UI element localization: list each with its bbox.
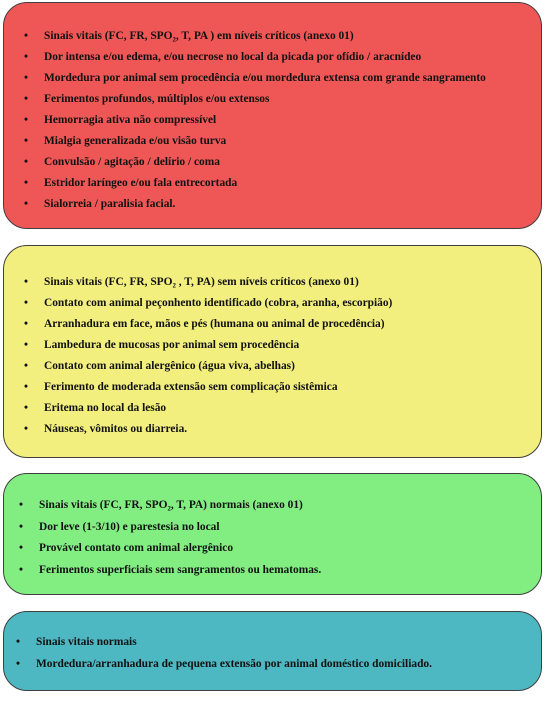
yellow-priority-list	[24, 272, 541, 440]
item-text: Sinais vitais (FC, FR, SPO₂, T, PA ) em níveis críticos (anexo 01)	[44, 30, 354, 42]
item-text: Sinais vitais (FC, FR, SPO₂ , T, PA) sem níveis críticos (anexo 01)	[44, 276, 359, 288]
item-text: Sinais vitais (FC, FR, SPO₂, T, PA) normais (anexo 01)	[39, 499, 303, 511]
bullet-icon: •	[24, 276, 28, 288]
item-text: Mordedura por animal sem procedência e/ou mordedura extensa com grande sangramento	[44, 72, 486, 84]
bullet-icon: •	[24, 135, 28, 147]
item-text: Dor intensa e/ou edema, e/ou necrose no local da picada por ofídio / aracnídeo	[44, 51, 422, 63]
list-item	[24, 131, 541, 152]
list-item	[24, 89, 541, 110]
bullet-icon: •	[19, 499, 23, 511]
item-text: Contato com animal alergênico (água viva, abelhas)	[44, 360, 295, 372]
list-item	[19, 495, 541, 517]
blue-priority-box	[3, 611, 542, 691]
item-text: Ferimentos superficiais sem sangramentos ou hematomas.	[39, 563, 322, 576]
list-item	[24, 47, 541, 68]
list-item	[24, 398, 541, 419]
green-priority-list	[19, 495, 541, 581]
green-priority-box	[3, 473, 542, 595]
item-text: Arranhadura em face, mãos e pés (humana ou animal de procedência)	[44, 318, 385, 330]
bullet-icon: •	[24, 318, 28, 330]
item-text: Sinais vitais normais	[36, 636, 137, 648]
item-text: Dor leve (1-3/10) e parestesia no local	[39, 520, 220, 533]
bullet-icon: •	[24, 30, 28, 42]
bullet-icon: •	[24, 51, 28, 63]
bullet-icon: •	[24, 381, 28, 393]
bullet-icon: •	[16, 636, 20, 648]
bullet-icon: •	[19, 542, 23, 554]
bullet-icon: •	[16, 657, 20, 670]
bullet-icon: •	[24, 114, 28, 126]
list-item	[24, 293, 541, 314]
list-item	[19, 517, 541, 539]
bullet-icon: •	[24, 198, 28, 210]
bullet-icon: •	[24, 360, 28, 372]
list-item	[19, 538, 541, 560]
bullet-icon: •	[24, 156, 28, 168]
bullet-icon: •	[19, 520, 23, 533]
list-item	[24, 335, 541, 356]
item-text: Sialorreia / paralisia facial.	[44, 198, 176, 210]
bullet-icon: •	[19, 563, 23, 576]
bullet-icon: •	[24, 177, 28, 189]
list-item	[24, 419, 541, 440]
item-text: Contato com animal peçonhento identificado (cobra, aranha, escorpião)	[44, 297, 393, 309]
list-item	[24, 314, 541, 335]
blue-priority-list	[16, 632, 541, 675]
list-item	[24, 110, 541, 131]
red-priority-box	[3, 2, 542, 229]
item-text: Mordedura/arranhadura de pequena extensão por animal doméstico domiciliado.	[36, 657, 432, 670]
bullet-icon: •	[24, 93, 28, 105]
list-item	[24, 68, 541, 89]
bullet-icon: •	[24, 402, 28, 414]
list-item	[24, 26, 541, 47]
item-text: Estridor laríngeo e/ou fala entrecortada	[44, 177, 238, 189]
item-text: Provável contato com animal alergênico	[39, 542, 234, 554]
item-text: Eritema no local da lesão	[44, 402, 167, 414]
list-item	[24, 194, 541, 215]
item-text: Hemorragia ativa não compressível	[44, 114, 217, 126]
bullet-icon: •	[24, 297, 28, 309]
list-item	[16, 654, 541, 676]
bullet-icon: •	[24, 72, 28, 84]
list-item	[24, 272, 541, 293]
list-item	[16, 632, 541, 654]
yellow-priority-box	[3, 245, 542, 458]
list-item	[24, 173, 541, 194]
item-text: Lambedura de mucosas por animal sem procedência	[44, 339, 300, 351]
red-priority-list	[24, 26, 541, 215]
item-text: Convulsão / agitação / delírio / coma	[44, 156, 220, 168]
list-item	[24, 152, 541, 173]
list-item	[24, 377, 541, 398]
bullet-icon: •	[24, 423, 28, 435]
item-text: Náuseas, vômitos ou diarreia.	[44, 423, 188, 435]
bullet-icon: •	[24, 339, 28, 351]
list-item	[24, 356, 541, 377]
list-item	[19, 560, 541, 582]
item-text: Ferimentos profundos, múltiplos e/ou extensos	[44, 93, 270, 105]
item-text: Mialgia generalizada e/ou visão turva	[44, 135, 227, 147]
item-text: Ferimento de moderada extensão sem complicação sistêmica	[44, 381, 338, 393]
